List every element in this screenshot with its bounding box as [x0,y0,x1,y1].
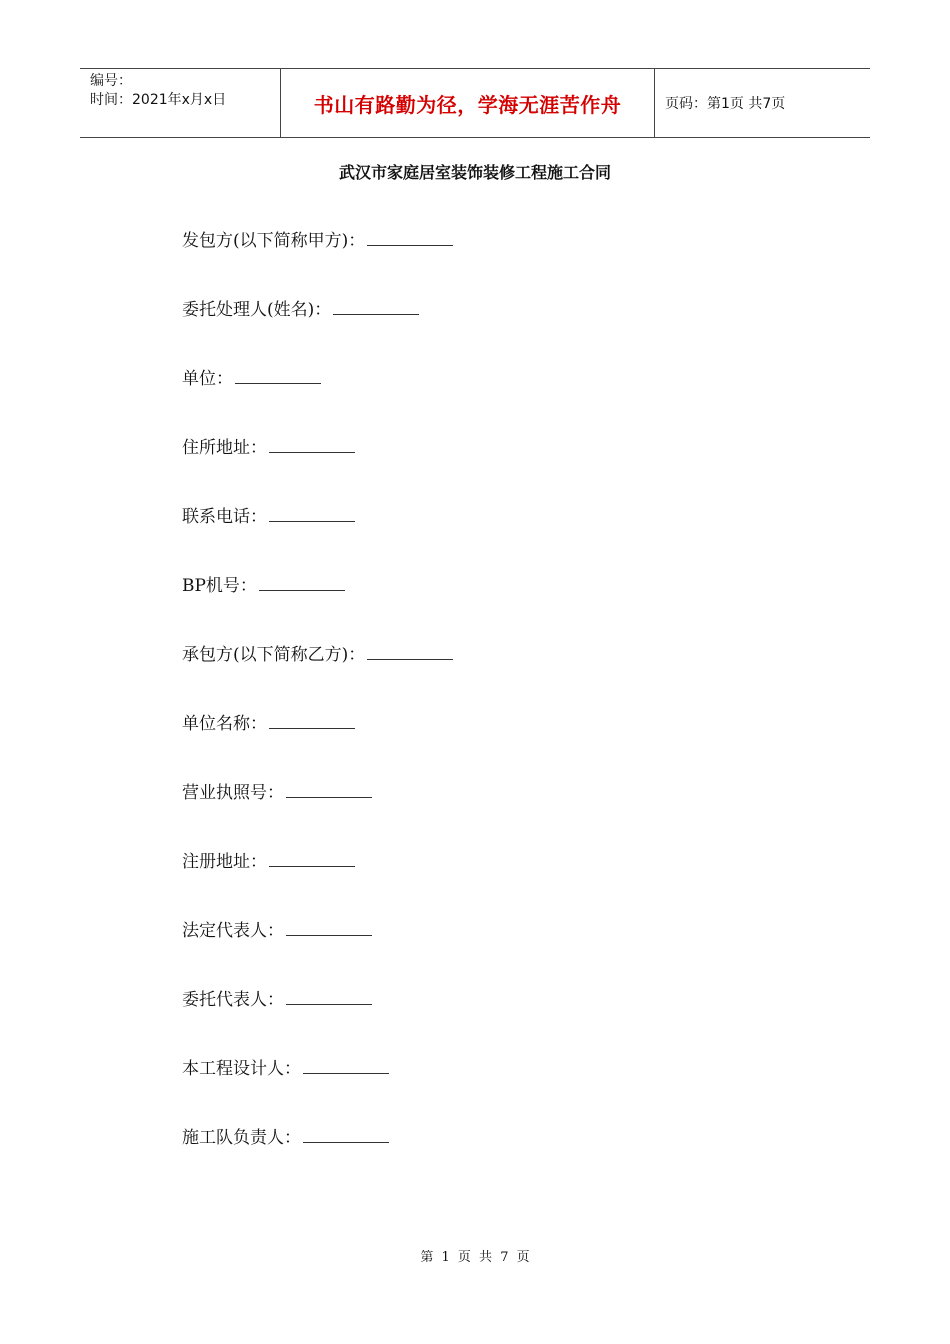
fill-blank[interactable] [269,505,355,522]
time-label: 时间：2021年x月x日 [90,92,227,108]
field-label: 本工程设计人： [182,1059,301,1079]
header-motto-cell [281,69,655,137]
fill-blank[interactable] [303,1057,389,1074]
fill-blank[interactable] [286,988,372,1005]
fill-blank[interactable] [269,436,355,453]
field-label: BP机号： [182,576,257,596]
fill-blank[interactable] [367,229,453,246]
header-page-info [655,69,870,137]
field-label: 施工队负责人： [182,1128,301,1148]
field-label: 法定代表人： [182,921,284,941]
field-unit [182,366,321,392]
motto-text: 书山有路勤为径，学海无涯苦作舟 [313,92,622,117]
page-info-text: 页码：第1页 共7页 [665,96,786,112]
number-label: 编号： [90,73,132,89]
fill-blank[interactable] [259,574,345,591]
field-label: 承包方(以下简称乙方)： [182,645,366,665]
fill-blank[interactable] [367,643,453,660]
fill-blank[interactable] [235,367,321,384]
field-phone [182,504,355,530]
field-label: 单位： [182,369,233,389]
field-label: 注册地址： [182,852,267,872]
page-header [80,68,870,138]
field-company-name [182,711,355,737]
fill-blank[interactable] [286,919,372,936]
field-license-number [182,780,372,806]
fill-blank[interactable] [269,712,355,729]
field-label: 委托处理人(姓名)： [182,300,332,320]
fill-blank[interactable] [333,298,419,315]
fill-blank[interactable] [303,1126,389,1143]
fill-blank[interactable] [269,850,355,867]
field-label: 委托代表人： [182,990,284,1010]
field-registered-address [182,849,355,875]
field-authorized-rep [182,987,372,1013]
field-crew-leader [182,1125,389,1151]
field-label: 联系电话： [182,507,267,527]
field-pager [182,573,345,599]
field-contractor [182,642,453,668]
header-meta [80,69,281,137]
field-legal-rep [182,918,372,944]
fill-blank[interactable] [286,781,372,798]
field-label: 住所地址： [182,438,267,458]
page-footer: 第 1 页 共 7 页 [420,1250,530,1265]
field-label: 营业执照号： [182,783,284,803]
field-designer [182,1056,389,1082]
field-label: 单位名称： [182,714,267,734]
field-label: 发包方(以下简称甲方)： [182,231,366,251]
field-employer [182,228,453,254]
field-address [182,435,355,461]
document-title: 武汉市家庭居室装饰装修工程施工合同 [338,163,611,182]
field-agent-name [182,297,419,323]
